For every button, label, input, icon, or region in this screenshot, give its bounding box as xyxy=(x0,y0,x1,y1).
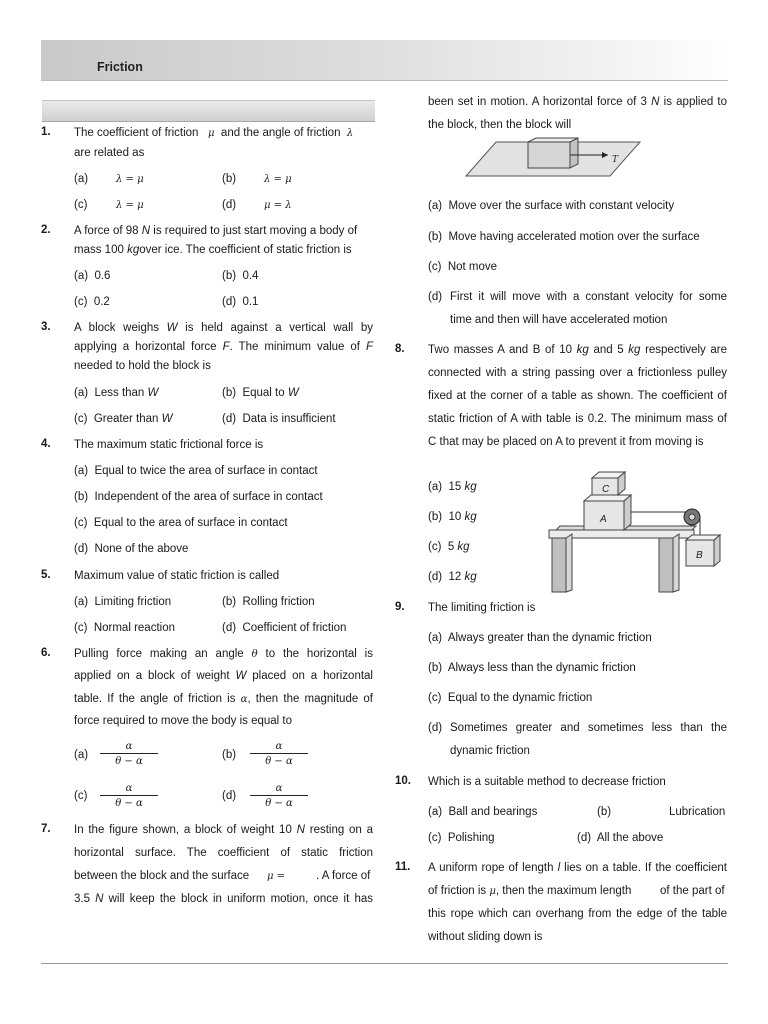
option-text: dynamic friction xyxy=(450,745,530,757)
option: (c) Polishing xyxy=(428,832,495,844)
option: (d) 12 kg xyxy=(428,571,477,583)
question-text: . A force of xyxy=(316,870,371,882)
option: (d) All the above xyxy=(577,832,664,844)
question-text: Which is a suitable method to decrease friction xyxy=(428,776,666,788)
option-label: (c) xyxy=(74,199,88,211)
question-number: 2. xyxy=(41,224,51,236)
option-expression: λ = μ xyxy=(264,174,292,185)
option-label: (a) xyxy=(74,749,89,761)
option-expression: μ = λ xyxy=(264,200,292,211)
question-text: the block, then the block will xyxy=(428,119,572,131)
page-title: Friction xyxy=(97,60,143,74)
question-number: 11. xyxy=(395,861,411,873)
question-text: fixed at the corner of a table as shown. The coefficient of xyxy=(428,390,727,402)
option-label: (c) xyxy=(74,790,88,802)
question-text: applying a horizontal force F. The minimum value of F xyxy=(74,341,374,353)
option-label: (b) xyxy=(222,173,237,185)
option: (a) Limiting friction xyxy=(74,596,172,608)
question-text: force required to move the body is equal to xyxy=(74,715,292,727)
question-text: without sliding down is xyxy=(428,931,543,943)
block-b-label: B xyxy=(696,550,703,561)
question-text: In the figure shown, a block of weight 10 N resting on a xyxy=(74,824,373,836)
question-text: Two masses A and B of 10 kg and 5 kg respectively are xyxy=(428,344,728,356)
page-header-bar xyxy=(41,40,728,80)
fraction: $\frac{\alpha}{\theta - \alpha}$ xyxy=(100,782,158,810)
question-text: The limiting friction is xyxy=(428,602,536,614)
question-text: 3.5 N will keep the block in uniform motion, once it has xyxy=(74,893,373,905)
question-number: 5. xyxy=(41,569,51,581)
question-number: 7. xyxy=(41,823,51,835)
option: (d) None of the above xyxy=(74,543,189,555)
question-text: applied on a block of weight W placed on a horizontal xyxy=(74,670,373,682)
option-label: (a) xyxy=(74,173,89,185)
question-text: The coefficient of friction μ and the angle of friction λ xyxy=(74,127,354,139)
option: (c) Normal reaction xyxy=(74,622,175,634)
question-text: mass 100 kgover ice. The coefficient of static friction is xyxy=(74,244,352,256)
question-text: horizontal surface. The coefficient of static friction xyxy=(74,847,373,859)
question-number: 6. xyxy=(41,647,51,659)
option-label: (d) xyxy=(428,722,443,734)
question-text: A force of 98 N is required to just start moving a body of xyxy=(74,225,358,237)
option: (a) Less than W xyxy=(74,387,159,399)
option-label: (d) xyxy=(222,790,237,802)
option-expression: λ = μ xyxy=(116,174,144,185)
option: (b) Always less than the dynamic friction xyxy=(428,662,636,674)
question-text: been set in motion. A horizontal force of 3 N is applied to xyxy=(428,96,728,108)
option: (a) 15 kg xyxy=(428,481,477,493)
fraction: $\frac{\alpha}{\theta - \alpha}$ xyxy=(250,740,308,768)
option: (a) 0.6 xyxy=(74,270,111,282)
footer-divider xyxy=(41,963,728,964)
option: (b) Rolling friction xyxy=(222,596,315,608)
block-a-label: A xyxy=(600,514,607,525)
option: (d) Coefficient of friction xyxy=(222,622,347,634)
question-text: C that may be placed on A to prevent it from moving is xyxy=(428,436,704,448)
option-expression: λ = μ xyxy=(116,200,144,211)
option-label: (d) xyxy=(428,291,443,303)
question-text: A block weighs W is held against a vertical wall by xyxy=(74,322,373,334)
question-text: connected with a string passing over a frictionless pulley xyxy=(428,367,727,379)
option: (c) Equal to the area of surface in contact xyxy=(74,517,288,529)
question-text: of friction is μ, then the maximum length xyxy=(428,885,632,897)
block-c-label: C xyxy=(602,484,610,495)
fraction: $\frac{\alpha}{\theta - \alpha}$ xyxy=(250,782,308,810)
option-label: (d) xyxy=(222,199,237,211)
option-label: (b) xyxy=(597,806,612,818)
option-text: time and then will have accelerated motion xyxy=(450,314,668,326)
question-text: Pulling force making an angle θ to the horizontal is xyxy=(74,648,373,660)
option: (c) Not move xyxy=(428,261,498,273)
option: (a) Equal to twice the area of surface in contact xyxy=(74,465,318,477)
question-number: 8. xyxy=(395,343,405,355)
force-label: T xyxy=(612,155,619,165)
block-on-surface-figure xyxy=(466,138,642,180)
option: (b) Move having accelerated motion over the surface xyxy=(428,231,700,243)
option: (b) Equal to W xyxy=(222,387,299,399)
section-bar xyxy=(42,100,375,122)
question-text: this rope which can overhang from the edge of the table xyxy=(428,908,727,920)
question-text: needed to hold the block is xyxy=(74,360,211,372)
option: (d) 0.1 xyxy=(222,296,259,308)
question-number: 3. xyxy=(41,321,51,333)
question-number: 10. xyxy=(395,775,411,787)
question-text: A uniform rope of length l lies on a table. If the coefficient xyxy=(428,862,727,874)
option: (b) Independent of the area of surface in contact xyxy=(74,491,323,503)
question-text: The maximum static frictional force is xyxy=(74,439,264,451)
mu-symbol: μ = xyxy=(267,871,286,882)
question-text: are related as xyxy=(74,147,145,159)
question-number: 9. xyxy=(395,601,405,613)
option: (c) Equal to the dynamic friction xyxy=(428,692,593,704)
question-number: 4. xyxy=(41,438,51,450)
option-text: Sometimes greater and sometimes less than the xyxy=(450,722,727,734)
option: (a) Ball and bearings xyxy=(428,806,538,818)
question-text: between the block and the surface xyxy=(74,870,250,882)
option: (b) 10 kg xyxy=(428,511,477,523)
table-pulley-figure xyxy=(546,468,722,592)
option: (a) Always greater than the dynamic friction xyxy=(428,632,652,644)
option-text: Lubrication xyxy=(669,806,726,818)
option: (c) Greater than W xyxy=(74,413,173,425)
option: (a) Move over the surface with constant velocity xyxy=(428,200,675,212)
question-text: static friction of A with table is 0.2. The minimum mass of xyxy=(428,413,727,425)
option: (b) 0.4 xyxy=(222,270,259,282)
option: (c) 5 kg xyxy=(428,541,470,553)
question-number: 1. xyxy=(41,126,51,138)
question-text: table. If the angle of friction is α, then the magnitude of xyxy=(74,693,374,705)
option: (d) Data is insufficient xyxy=(222,413,336,425)
option-text: First it will move with a constant velocity for some xyxy=(450,291,727,303)
fraction: $\frac{\alpha}{\theta - \alpha}$ xyxy=(100,740,158,768)
question-text: Maximum value of static friction is called xyxy=(74,570,280,582)
option-label: (b) xyxy=(222,749,237,761)
question-text: of the part of xyxy=(660,885,725,897)
option: (c) 0.2 xyxy=(74,296,110,308)
header-divider xyxy=(41,80,728,81)
